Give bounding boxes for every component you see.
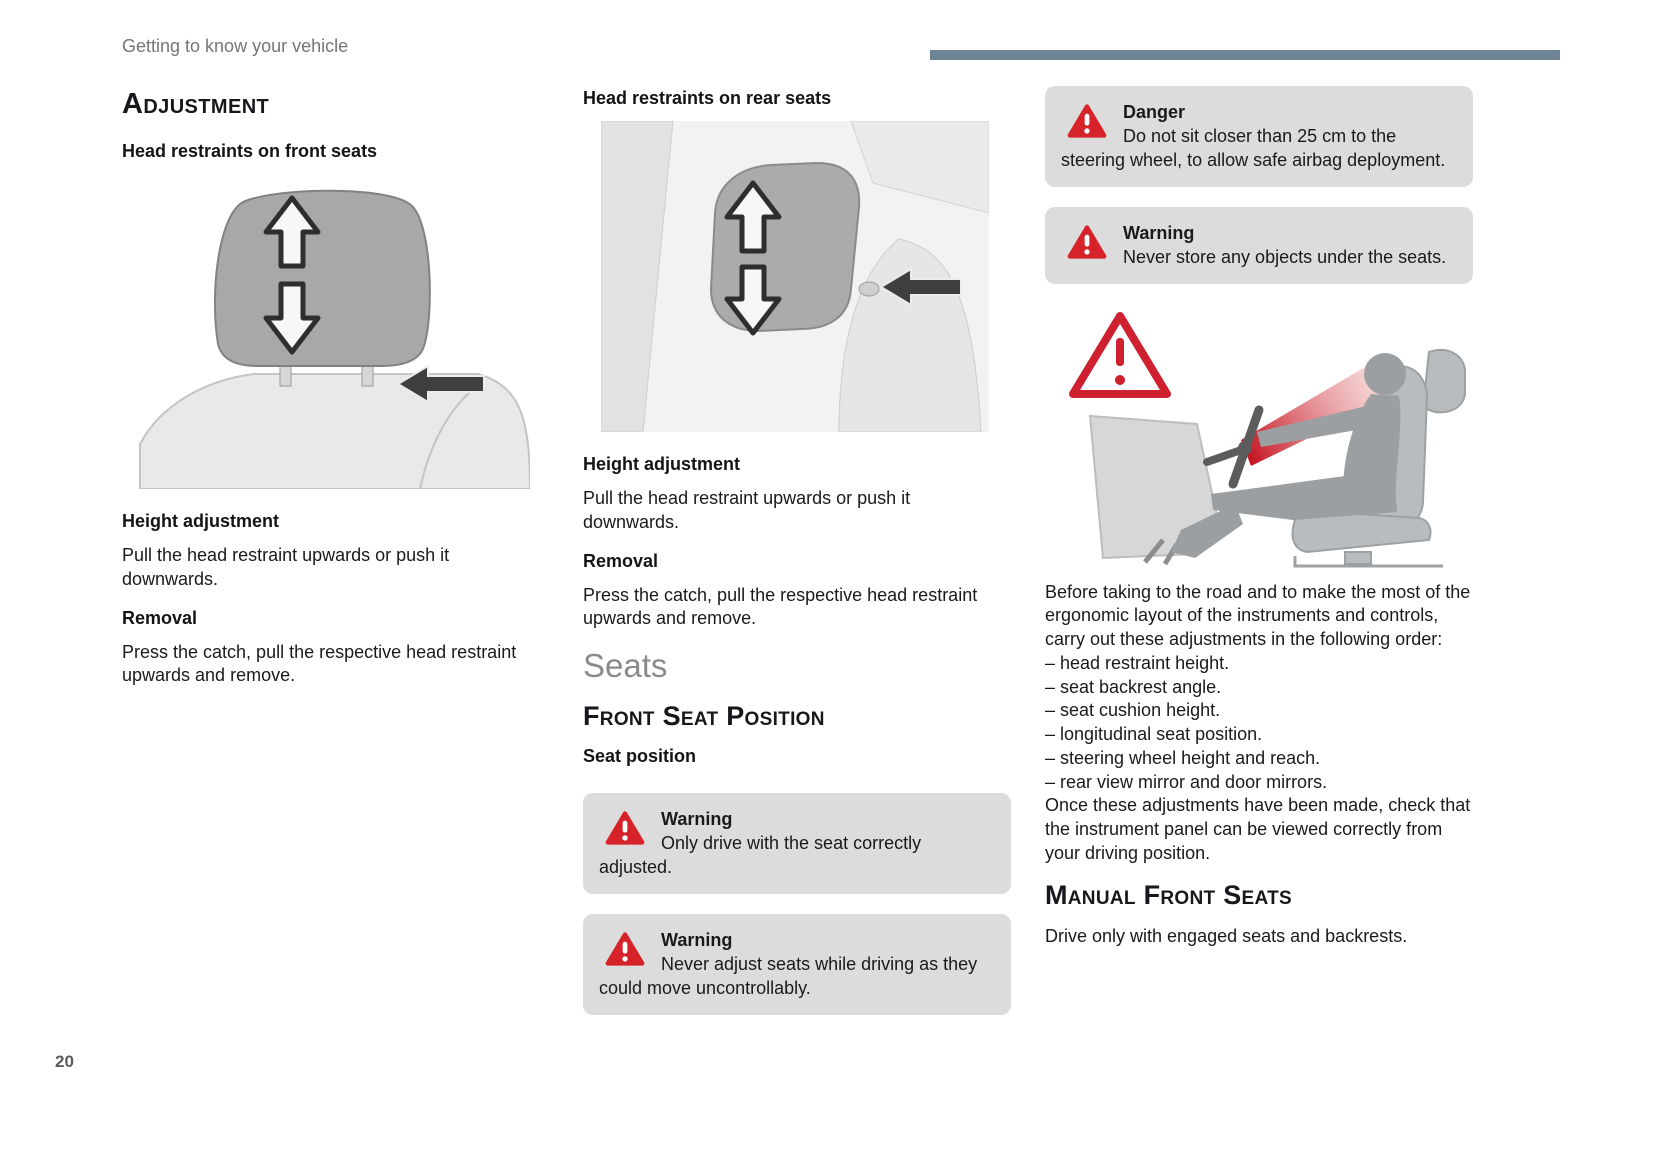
manual-front-seats-title: Manual Front Seats <box>1045 879 1292 910</box>
heading-removal-front: Removal <box>122 607 198 628</box>
ergonomics-intro: Before taking to the road and to make the most of the ergonomic layout of the instruments and controls, carry out these adjustments in the following order: <box>1045 581 1471 650</box>
header-accent-bar <box>930 50 1560 60</box>
middle-column <box>583 88 1011 1035</box>
warning-icon <box>1067 224 1107 260</box>
danger-text: Do not sit closer than 25 cm to the steering wheel, to allow safe airbag deployment. <box>1061 125 1446 170</box>
danger-title: Danger <box>1123 102 1186 122</box>
ergonomics-block <box>1045 581 1473 866</box>
warning-icon <box>605 810 645 846</box>
text-removal-rear: Press the catch, pull the respective head restraint upwards and remove. <box>583 584 978 629</box>
headrest-post-left <box>280 364 291 386</box>
ergonomics-list-item: – steering wheel height and reach. <box>1045 747 1321 768</box>
release-button-shape <box>859 282 879 296</box>
subheading-rear-head-restraints: Head restraints on rear seats <box>583 88 832 108</box>
warning-triangle-icon <box>1073 316 1167 394</box>
front-headrest-shape <box>215 191 430 366</box>
heading-height-adjustment-front: Height adjustment <box>122 511 280 531</box>
subheading-front-head-restraints: Head restraints on front seats <box>122 141 378 161</box>
page-number: 20 <box>55 1052 74 1071</box>
seat-position-subheading: Seat position <box>583 746 697 766</box>
warning-icon <box>605 931 645 967</box>
warning-title: Warning <box>661 929 733 950</box>
text-removal-front: Press the catch, pull the respective head restraint upwards and remove. <box>122 641 517 686</box>
manual-front-seats-text: Drive only with engaged seats and backrests. <box>1045 925 1408 946</box>
warning-box-adjust-while-driving <box>583 914 1011 1015</box>
ergonomics-outro: Once these adjustments have been made, check that the instrument panel can be viewed correctly from your driving position. <box>1045 795 1471 863</box>
warning-text: Only drive with the seat correctly adjusted. <box>599 832 922 877</box>
page-header-title: Getting to know your vehicle <box>122 36 349 56</box>
warning-title: Warning <box>661 809 733 829</box>
text-height-adjustment-front: Pull the head restraint upwards or push it downwards. <box>122 545 450 589</box>
driving-position-svg <box>1045 304 1473 569</box>
rear-headrest-svg <box>601 121 989 432</box>
ergonomics-list-item: – rear view mirror and door mirrors. <box>1045 771 1328 792</box>
ergonomics-list-item: – seat backrest angle. <box>1045 676 1222 697</box>
heading-height-adjustment-rear: Height adjustment <box>583 454 741 474</box>
left-column <box>122 88 532 704</box>
seats-section-title: Seats <box>583 647 668 684</box>
heading-removal-rear: Removal <box>583 550 659 571</box>
warning-text: Never store any objects under the seats. <box>1123 246 1447 267</box>
section-adjustment-title: Adjustment <box>122 88 270 120</box>
right-column <box>1045 86 1473 964</box>
warning-box-seat-adjusted <box>583 793 1011 894</box>
ergonomics-list-item: – head restraint height. <box>1045 652 1230 673</box>
headrest-post-right <box>362 364 373 386</box>
steering-hub-shape <box>1238 441 1252 455</box>
warning-text: Never adjust seats while driving as they could move uncontrollably. <box>599 953 978 998</box>
driving-position-illustration <box>1045 304 1473 569</box>
front-headrest-svg <box>122 174 530 489</box>
warning-title: Warning <box>1123 222 1195 243</box>
front-headrest-illustration <box>122 174 532 489</box>
danger-icon <box>1067 103 1107 139</box>
warning-box-objects-under-seats <box>1045 207 1473 284</box>
front-seat-position-title: Front Seat Position <box>583 701 825 731</box>
danger-box-steering-wheel <box>1045 86 1473 187</box>
text-height-adjustment-rear: Pull the head restraint upwards or push it downwards. <box>583 488 911 532</box>
ergonomics-list-item: – longitudinal seat position. <box>1045 724 1263 745</box>
ergonomics-list-item: – seat cushion height. <box>1045 700 1221 721</box>
rear-headrest-illustration <box>601 121 1011 432</box>
